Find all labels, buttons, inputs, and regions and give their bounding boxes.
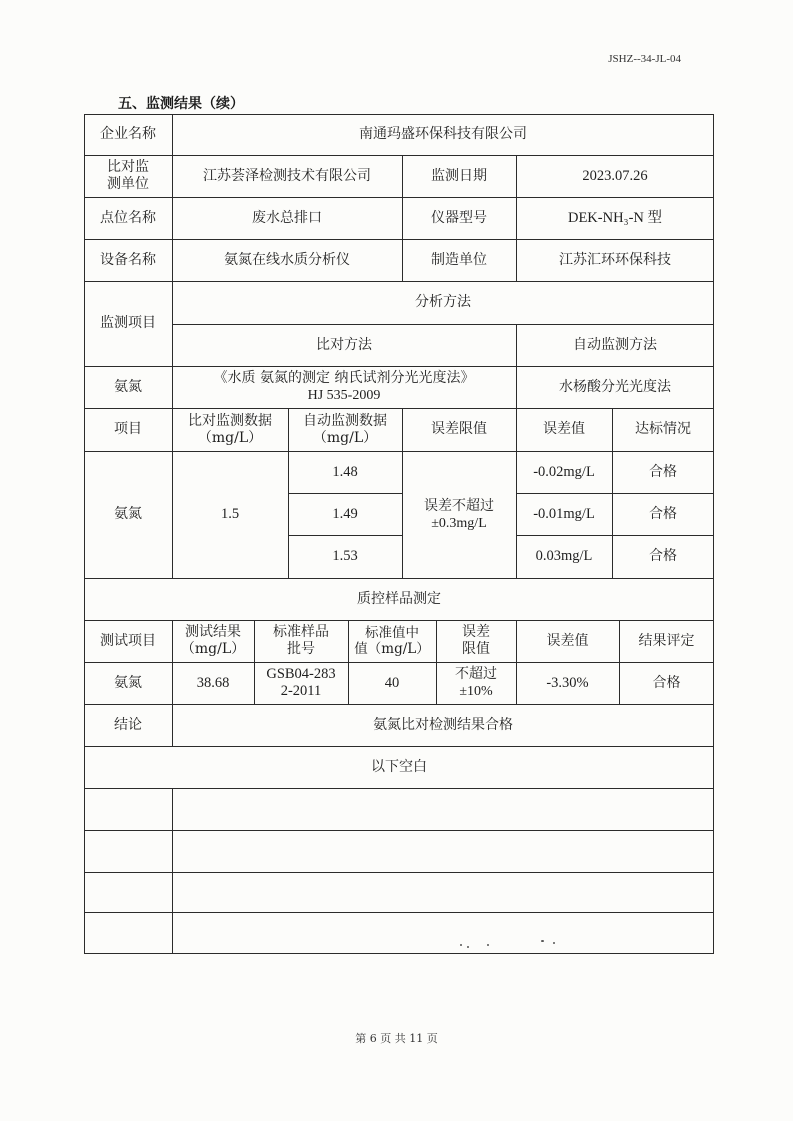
cmp-error-value: 0.03mg/L bbox=[535, 548, 593, 564]
cmp-limit-line1: 误差不超过 bbox=[424, 497, 494, 514]
qc-eval: 合格 bbox=[652, 674, 681, 691]
compare-method-line1: 《水质 氨氮的测定 纳氏试剂分光光度法》 bbox=[213, 370, 475, 386]
qc-limit bbox=[436, 662, 516, 704]
scan-speck bbox=[467, 946, 469, 948]
cmp-status: 合格 bbox=[649, 548, 677, 564]
section-title: 五、监测结果（续） bbox=[118, 96, 244, 112]
qc-result: 38.68 bbox=[196, 674, 230, 691]
scan-speck bbox=[541, 940, 544, 942]
monitoring-results-table bbox=[84, 114, 714, 954]
row-divider bbox=[84, 872, 714, 873]
qc-header-result-line2: （mg/L） bbox=[180, 641, 246, 657]
qc-std: 40 bbox=[384, 674, 400, 691]
date-label: 监测日期 bbox=[431, 167, 487, 184]
qc-header-limit bbox=[436, 620, 516, 662]
cmp-header-compare-data-line2: （mg/L） bbox=[197, 429, 263, 446]
cmp-status: 合格 bbox=[649, 463, 677, 480]
cmp-header-item: 项目 bbox=[114, 421, 142, 437]
conclusion-value: 氨氮比对检测结果合格 bbox=[373, 716, 513, 733]
compare-unit-value: 江苏荟泽检测技术有限公司 bbox=[203, 167, 371, 184]
cmp-limit bbox=[402, 451, 516, 578]
qc-header-std bbox=[348, 620, 436, 662]
row-divider bbox=[84, 830, 714, 831]
document-code: JSHZ--34-JL-04 bbox=[608, 53, 681, 65]
cmp-auto-value: 1.48 bbox=[332, 463, 358, 480]
date-value: 2023.07.26 bbox=[582, 167, 648, 184]
cmp-header-auto-data bbox=[288, 408, 402, 451]
qc-header-result-line1: 测试结果 bbox=[185, 624, 241, 640]
qc-header-eval: 结果评定 bbox=[638, 632, 695, 649]
qc-item: 氨氮 bbox=[114, 674, 142, 691]
scan-speck bbox=[487, 944, 489, 946]
cmp-error-value: -0.01mg/L bbox=[533, 505, 595, 522]
cmp-error-value: -0.02mg/L bbox=[533, 463, 595, 480]
method-item-name: 氨氮 bbox=[114, 378, 142, 395]
compare-unit-label-line1: 比对监 bbox=[107, 159, 149, 175]
scan-speck bbox=[553, 942, 555, 944]
qc-header-result bbox=[172, 620, 254, 662]
qc-header-item: 测试项目 bbox=[100, 632, 156, 649]
compare-method-line2: HJ 535-2009 bbox=[307, 388, 381, 403]
cmp-header-error: 误差值 bbox=[543, 421, 585, 437]
company-value: 南通玛盛环保科技有限公司 bbox=[359, 126, 527, 142]
qc-header-batch-line1: 标准样品 bbox=[273, 624, 329, 640]
point-label: 点位名称 bbox=[100, 209, 156, 226]
cmp-compare-value: 1.5 bbox=[220, 506, 240, 522]
col-divider bbox=[172, 788, 173, 954]
qc-header-std-line1: 标准值中 bbox=[365, 625, 419, 641]
qc-header-std-line2: 值（mg/L） bbox=[354, 641, 430, 657]
qc-batch-line2: 2-2011 bbox=[280, 683, 322, 699]
qc-title: 质控样品测定 bbox=[357, 590, 441, 607]
row-divider bbox=[84, 788, 714, 789]
scan-speck bbox=[460, 944, 462, 946]
qc-batch-line1: GSB04-283 bbox=[266, 666, 336, 682]
compare-method bbox=[172, 366, 516, 408]
device-value: 氨氮在线水质分析仪 bbox=[224, 251, 350, 268]
analysis-method-header: 分析方法 bbox=[415, 294, 471, 310]
maker-value: 江苏汇环环保科技 bbox=[559, 251, 671, 268]
auto-method-header: 自动监测方法 bbox=[573, 336, 657, 353]
blank-note: 以下空白 bbox=[371, 758, 427, 775]
cmp-header-status: 达标情况 bbox=[635, 421, 691, 437]
qc-limit-line1: 不超过 bbox=[455, 666, 497, 682]
cmp-item: 氨氮 bbox=[114, 506, 142, 522]
compare-method-header: 比对方法 bbox=[316, 336, 372, 353]
device-label: 设备名称 bbox=[100, 251, 156, 268]
cmp-header-limit: 误差限值 bbox=[431, 421, 487, 437]
company-label: 企业名称 bbox=[100, 126, 156, 142]
cmp-auto-value: 1.53 bbox=[332, 548, 358, 564]
maker-label: 制造单位 bbox=[431, 251, 487, 268]
cmp-status: 合格 bbox=[649, 505, 677, 522]
auto-method: 水杨酸分光光度法 bbox=[559, 378, 671, 395]
compare-unit-label-line2: 测单位 bbox=[107, 176, 149, 192]
qc-header-limit-line2: 限值 bbox=[462, 641, 490, 657]
qc-header-batch-line2: 批号 bbox=[287, 641, 315, 657]
qc-limit-line2: ±10% bbox=[459, 684, 493, 699]
qc-header-error: 误差值 bbox=[546, 632, 589, 649]
cmp-header-compare-data-line1: 比对监测数据 bbox=[188, 412, 272, 429]
model-value: DEK-NH₃-N 型 bbox=[567, 209, 663, 226]
qc-error: -3.30% bbox=[546, 674, 589, 691]
qc-header-batch bbox=[254, 620, 348, 662]
conclusion-label: 结论 bbox=[114, 716, 142, 733]
cmp-limit-line2: ±0.3mg/L bbox=[431, 515, 487, 531]
monitoring-item-label: 监测项目 bbox=[100, 315, 156, 331]
qc-batch bbox=[254, 662, 348, 704]
point-value: 废水总排口 bbox=[252, 209, 322, 226]
cmp-auto-value: 1.49 bbox=[332, 505, 358, 522]
model-label: 仪器型号 bbox=[431, 209, 487, 226]
qc-header-limit-line1: 误差 bbox=[462, 624, 490, 640]
cmp-header-auto-data-line2: （mg/L） bbox=[312, 429, 378, 446]
cmp-header-compare-data bbox=[172, 408, 288, 451]
compare-unit-label bbox=[84, 155, 172, 197]
row-divider bbox=[84, 912, 714, 913]
cmp-header-auto-data-line1: 自动监测数据 bbox=[303, 412, 387, 429]
page-footer: 第 6 页 共 11 页 bbox=[355, 1032, 438, 1045]
